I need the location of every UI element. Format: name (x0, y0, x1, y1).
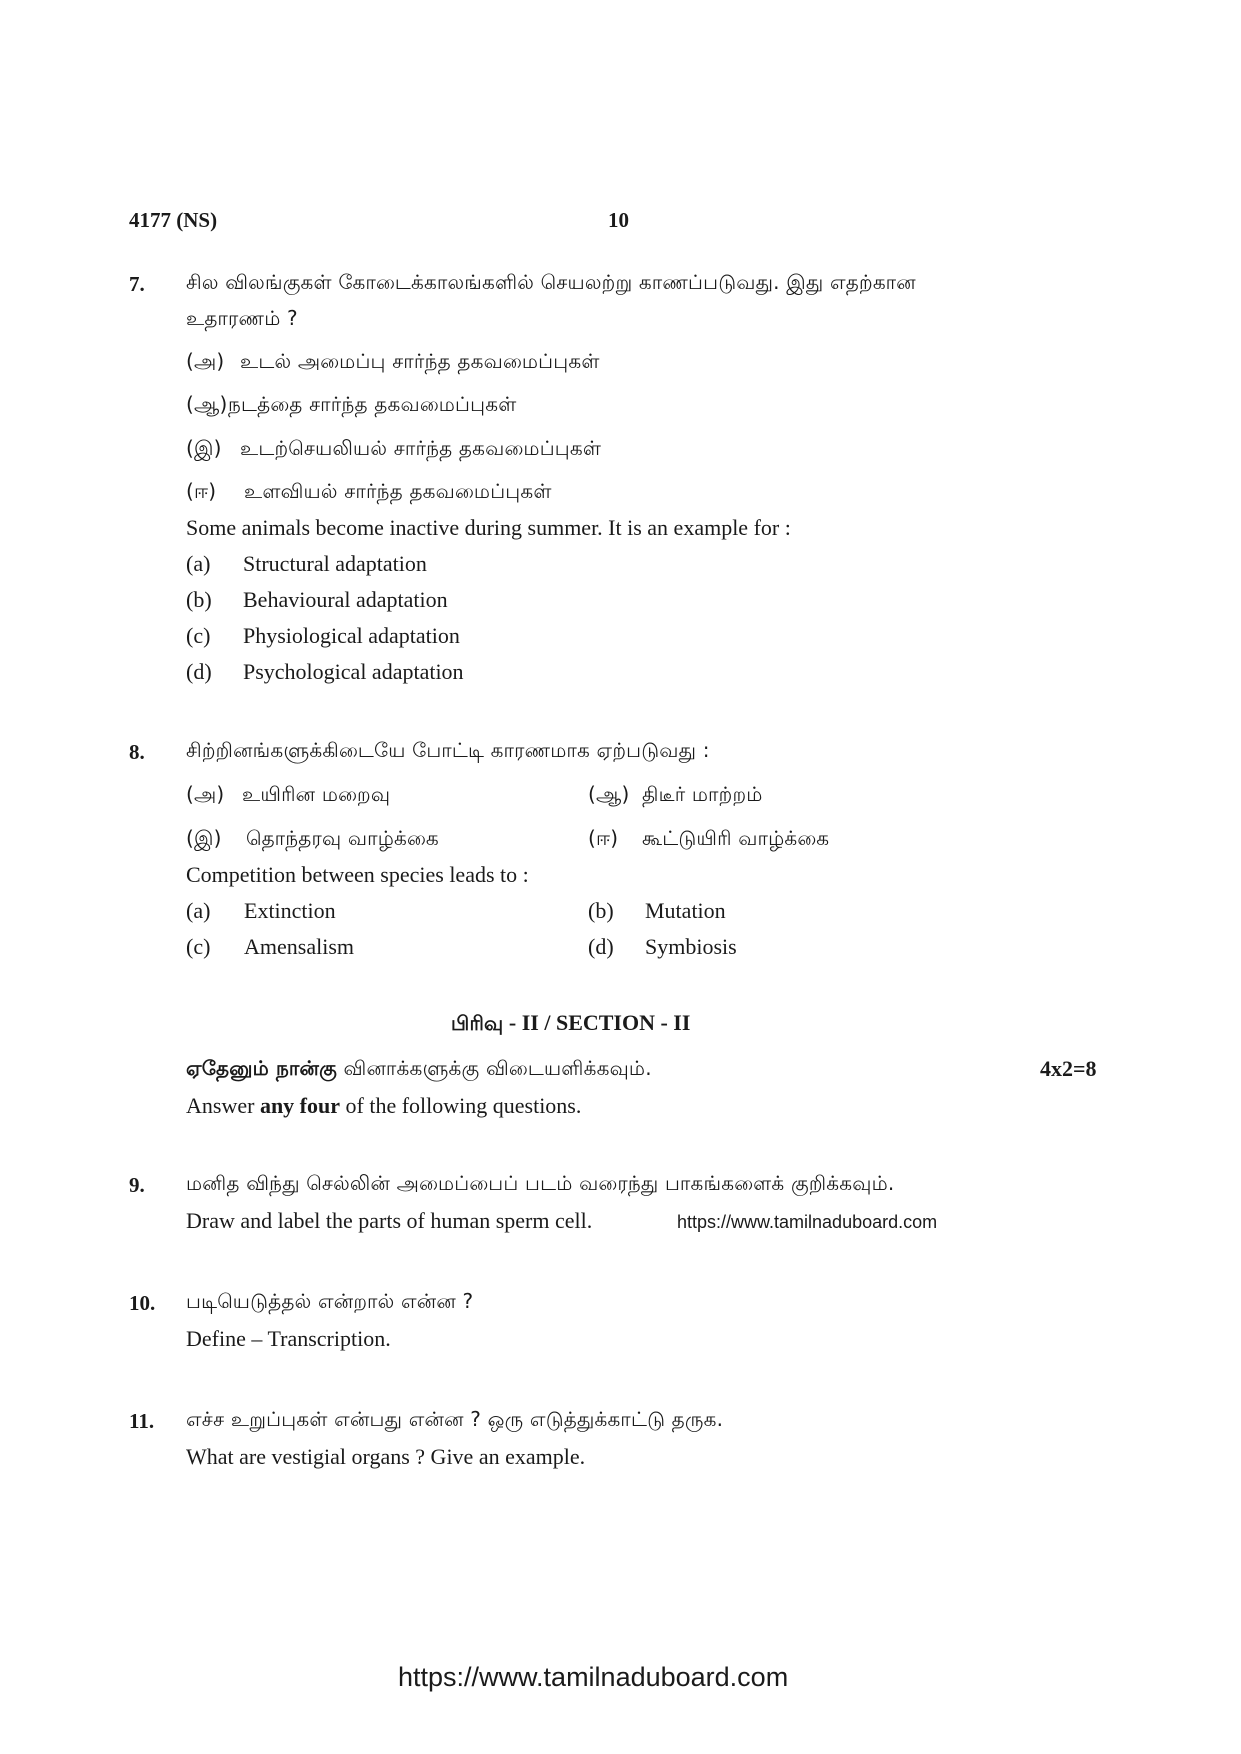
section-instruction-tamil (186, 1056, 652, 1083)
question-7-option-label: (b) (186, 587, 212, 612)
question-8-tamil-option-label: (இ) (186, 826, 222, 850)
section-title-tamil: பிரிவு (451, 1011, 504, 1035)
question-7-tamil-option-label: (ஆ) (186, 392, 228, 416)
question-8-tamil-option-label: (அ) (186, 782, 225, 806)
question-8-option-text: Extinction (244, 898, 336, 923)
question-8-tamil-option-text: உயிரின மறைவு (242, 782, 391, 806)
question-7-tamil-option-label: (அ) (186, 349, 225, 373)
instruction-en-bold: any four (259, 1093, 340, 1118)
question-7-tamil-option-label: (இ) (186, 436, 222, 460)
question-7-option-text: Psychological adaptation (243, 659, 464, 684)
question-7-option-text: Structural adaptation (243, 551, 427, 576)
question-7-tamil-option-text: உளவியல் சார்ந்த தகவமைப்புகள் (244, 479, 552, 503)
question-7-option-text: Behavioural adaptation (243, 587, 448, 612)
question-7-option-label: (d) (186, 659, 212, 684)
question-7-tamil-line1: சில விலங்குகள் கோடைக்காலங்களில் செயலற்று காணப்படுவது. இது எதற்கான (186, 270, 916, 294)
question-7-tamil-option-text: நடத்தை சார்ந்த தகவமைப்புகள் (228, 392, 517, 416)
question-7-tamil-option-text: உடற்செயலியல் சார்ந்த தகவமைப்புகள் (240, 436, 602, 460)
question-number-7: 7. (129, 272, 145, 296)
question-8-option-text: Mutation (645, 898, 726, 923)
question-8-option-label: (d) (588, 934, 614, 959)
question-8-option-label: (b) (588, 898, 614, 923)
question-8-tamil-option-label: (ஆ) (588, 782, 630, 806)
question-8-english: Competition between species leads to : (186, 862, 529, 887)
question-8-tamil-option-text: கூட்டுயிரி வாழ்க்கை (642, 826, 830, 850)
inline-watermark-url: https://www.tamilnaduboard.com (677, 1212, 938, 1232)
instruction-en-post: of the following questions. (340, 1093, 582, 1118)
question-8-option-text: Symbiosis (645, 934, 737, 959)
question-number-9: 9. (129, 1173, 145, 1197)
section-title-english: - II / SECTION - II (503, 1010, 691, 1035)
footer-url: https://www.tamilnaduboard.com (398, 1662, 789, 1692)
page-number: 10 (608, 208, 629, 232)
question-8-tamil-option-text: தொந்தரவு வாழ்க்கை (246, 826, 439, 850)
question-8-tamil: சிற்றினங்களுக்கிடையே போட்டி காரணமாக ஏற்படுவது : (186, 738, 710, 762)
question-11-english: What are vestigial organs ? Give an example. (186, 1444, 586, 1469)
section-instruction-english (186, 1093, 581, 1119)
question-9-tamil: மனித விந்து செல்லின் அமைப்பைப் படம் வரைந்து பாகங்களைக் குறிக்கவும். (186, 1171, 895, 1195)
question-8-tamil-option-label: (ஈ) (588, 826, 619, 850)
question-9-english: Draw and label the parts of human sperm cell. (186, 1208, 593, 1233)
question-7-option-label: (c) (186, 623, 211, 648)
section-title (451, 1010, 690, 1038)
question-number-10: 10. (129, 1291, 156, 1315)
question-7-tamil-option-label: (ஈ) (186, 479, 217, 503)
instruction-tamil-rest: வினாக்களுக்கு விடையளிக்கவும். (337, 1056, 652, 1080)
question-10-tamil: படியெடுத்தல் என்றால் என்ன ? (186, 1289, 474, 1313)
question-8-option-label: (c) (186, 934, 211, 959)
question-8-option-text: Amensalism (244, 934, 354, 959)
question-8-tamil-option-text: திடீர் மாற்றம் (642, 782, 763, 806)
instruction-en-pre: Answer (186, 1093, 260, 1118)
instruction-tamil-bold: ஏதேனும் நான்கு (186, 1056, 337, 1080)
question-number-11: 11. (129, 1409, 155, 1433)
question-7-option-text: Physiological adaptation (243, 623, 460, 648)
exam-code: 4177 (NS) (129, 208, 218, 232)
question-7-option-label: (a) (186, 551, 211, 576)
question-7-tamil-option-text: உடல் அமைப்பு சார்ந்த தகவமைப்புகள் (240, 349, 600, 373)
section-marks: 4x2=8 (1040, 1056, 1097, 1081)
question-8-option-label: (a) (186, 898, 211, 923)
question-10-english: Define – Transcription. (186, 1326, 391, 1351)
question-11-tamil: எச்ச உறுப்புகள் என்பது என்ன ? ஒரு எடுத்துக்காட்டு தருக. (186, 1407, 724, 1431)
question-7-english: Some animals become inactive during summer. It is an example for : (186, 515, 791, 540)
question-number-8: 8. (129, 740, 145, 764)
question-7-tamil-line2: உதாரணம் ? (186, 306, 298, 330)
